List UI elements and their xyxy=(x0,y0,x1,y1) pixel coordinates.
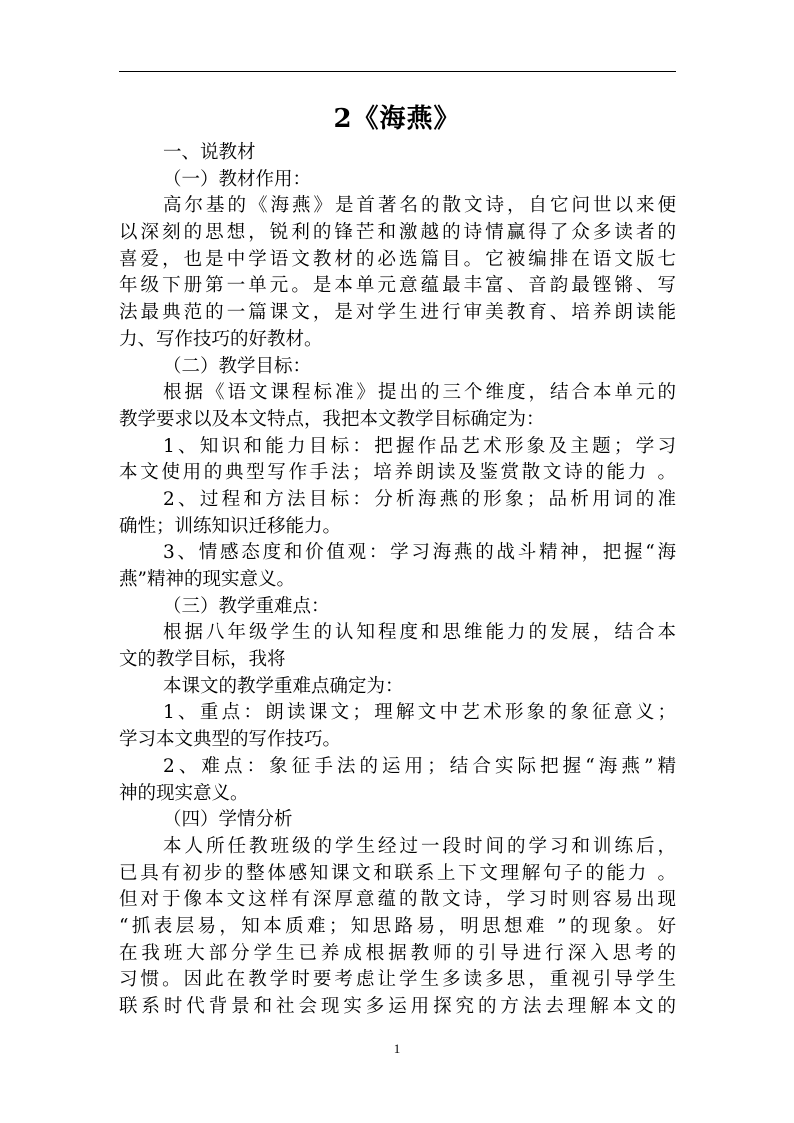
paragraph-line: “抓表层易，知本质难；知思路易，明思想难 ”的现象。好 xyxy=(119,915,676,937)
paragraph-line: 神的现实意义。 xyxy=(119,782,249,804)
paragraph-line: 1、知识和能力目标：把握作品艺术形象及主题；学习 xyxy=(163,435,676,457)
paragraph-line: 年级下册第一单元。是本单元意蕴最丰富、音韵最铿锵、写 xyxy=(119,275,676,297)
page-number: 1 xyxy=(393,1041,401,1056)
paragraph-line: 文的教学目标，我将 xyxy=(119,649,286,671)
paragraph-line: 法最典范的一篇课文，是对学生进行审美教育、培养朗读能 xyxy=(119,302,676,324)
paragraph-line: 燕”精神的现实意义。 xyxy=(119,569,295,590)
paragraph-line: 习惯。因此在教学时要考虑让学生多读多思，重视引导学生 xyxy=(119,969,676,991)
paragraph-line: 本文使用的典型写作手法；培养朗读及鉴赏散文诗的能力 。 xyxy=(119,462,676,484)
paragraph-line: 1、重点：朗读课文；理解文中艺术形象的象征意义； xyxy=(163,702,676,724)
paragraph-line: 喜爱，也是中学语文教材的必选篇目。它被编排在语文版七 xyxy=(119,248,676,270)
subsection-heading: （二）教学目标： xyxy=(163,355,312,377)
header-rule xyxy=(119,71,676,72)
paragraph-line: 2、难点：象征手法的运用；结合实际把握“海燕”精 xyxy=(163,755,676,777)
subsection-heading: （一）教材作用： xyxy=(163,168,312,190)
subsection-heading: （三）教学重难点： xyxy=(163,595,330,617)
paragraph-line: 高尔基的《海燕》是首著名的散文诗，自它问世以来便 xyxy=(163,195,676,217)
paragraph-line: 联系时代背景和社会现实多运用探究的方法去理解本文的 xyxy=(119,996,676,1017)
document-title: 2《海燕》 xyxy=(333,104,461,134)
section-heading: 一、说教材 xyxy=(163,142,256,163)
paragraph-line: 已具有初步的整体感知课文和联系上下文理解句子的能力 。 xyxy=(119,862,676,884)
subsection-heading: （四）学情分析 xyxy=(163,809,293,831)
paragraph-line: 根据《语文课程标准》提出的三个维度，结合本单元的 xyxy=(163,382,676,404)
document-body xyxy=(119,140,676,1021)
paragraph-line: 教学要求以及本文特点，我把本文教学目标确定为： xyxy=(119,408,545,430)
paragraph-line: 根据八年级学生的认知程度和思维能力的发展，结合本 xyxy=(163,622,676,644)
paragraph-line: 确性；训练知识迁移能力。 xyxy=(119,515,342,537)
paragraph-line: 本人所任教班级的学生经过一段时间的学习和训练后， xyxy=(163,835,676,857)
paragraph-line: 但对于像本文这样有深厚意蕴的散文诗，学习时则容易出现 xyxy=(119,889,676,911)
paragraph-line: 学习本文典型的写作技巧。 xyxy=(119,729,342,751)
paragraph-line: 3、情感态度和价值观：学习海燕的战斗精神，把握“海 xyxy=(163,542,676,564)
paragraph-line: 在我班大部分学生已养成根据教师的引导进行深入思考的 xyxy=(119,942,676,964)
paragraph-line: 力、写作技巧的好教材。 xyxy=(119,328,323,350)
paragraph-line: 以深刻的思想，锐利的锋芒和激越的诗情赢得了众多读者的 xyxy=(119,222,676,244)
paragraph-line: 本课文的教学重难点确定为： xyxy=(163,675,404,697)
paragraph-line: 2、过程和方法目标：分析海燕的形象；品析用词的准 xyxy=(163,488,676,510)
